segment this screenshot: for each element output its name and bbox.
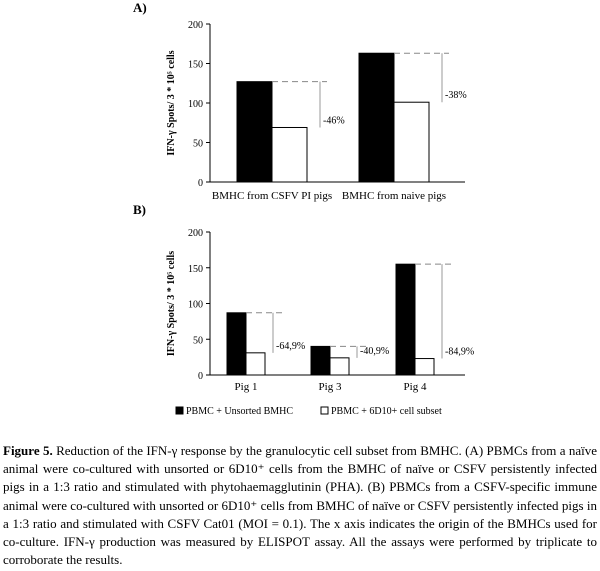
x-category-label: Pig 1 [234,381,258,393]
bar-6d10 [415,359,434,375]
y-tick-label: 200 [188,228,203,239]
reduction-annotation: -40,9% [360,345,390,357]
legend-swatch [176,407,183,414]
y-axis-label: IFN-γ Spots/ 3 * 10⁵ cells [166,250,177,357]
legend-swatch [321,407,328,414]
bar-unsorted [311,346,330,375]
y-tick-label: 100 [188,99,203,110]
bar-6d10 [272,127,307,182]
bar-6d10 [246,353,265,375]
reduction-annotation: -38% [445,90,467,102]
x-category-label: BMHC from CSFV PI pigs [211,190,333,202]
panel-label: B) [133,202,146,217]
y-axis-label: IFN-γ Spots/ 3 * 10⁵ cells [166,50,177,156]
panel-label: A) [133,0,147,15]
x-category-label: Pig 4 [403,381,427,393]
reduction-annotation: -64,9% [276,340,306,352]
bar-unsorted [237,82,272,182]
caption-label: Figure 5. [3,443,53,458]
y-tick-label: 100 [188,299,203,311]
reduction-annotation: -84,9% [445,346,475,358]
y-tick-label: 200 [188,20,203,31]
y-tick-label: 0 [198,178,203,189]
y-tick-label: 50 [193,335,203,347]
y-tick-label: 150 [188,263,203,275]
bar-6d10 [330,358,349,375]
x-category-label: BMHC from naive pigs [341,190,447,202]
figure-caption [3,442,597,569]
y-tick-label: 50 [193,138,203,150]
reduction-annotation: -46% [323,115,345,127]
legend-label: PBMC + Unsorted BMHC [186,406,294,417]
bar-unsorted [359,53,394,182]
y-tick-label: 0 [198,371,203,382]
bar-unsorted [396,264,415,375]
y-tick-label: 150 [188,59,203,71]
caption-text: Reduction of the IFN-γ response by the granulocytic cell subset from BMHC. (A) PBMCs from a naïve animal were co-cultured with unsorted or 6D10⁺ cells from the BMHC of naïve or CSFV persistently infected pigs in a 1:3 ratio and stimulated with phytohaemagglutinin (PHA). (B) PBMCs from a CSFV-specific immune animal were co-cultured with unsorted or 6D10⁺ cells from BMHC of naïve or CSFV persistently infected pigs in a 1:3 ratio and stimulated with CSFV Cat01 (MOI = 0.1). The x axis indicates the origin of the BMHCs used for co-culture. IFN-γ production was measured by ELISPOT assay. All the assays were performed by triplicate to corroborate the results. [3,443,598,568]
bar-unsorted [227,313,246,375]
x-category-label: Pig 3 [318,381,342,393]
bar-6d10 [394,102,429,182]
legend-label: PBMC + 6D10+ cell subset [331,406,442,417]
